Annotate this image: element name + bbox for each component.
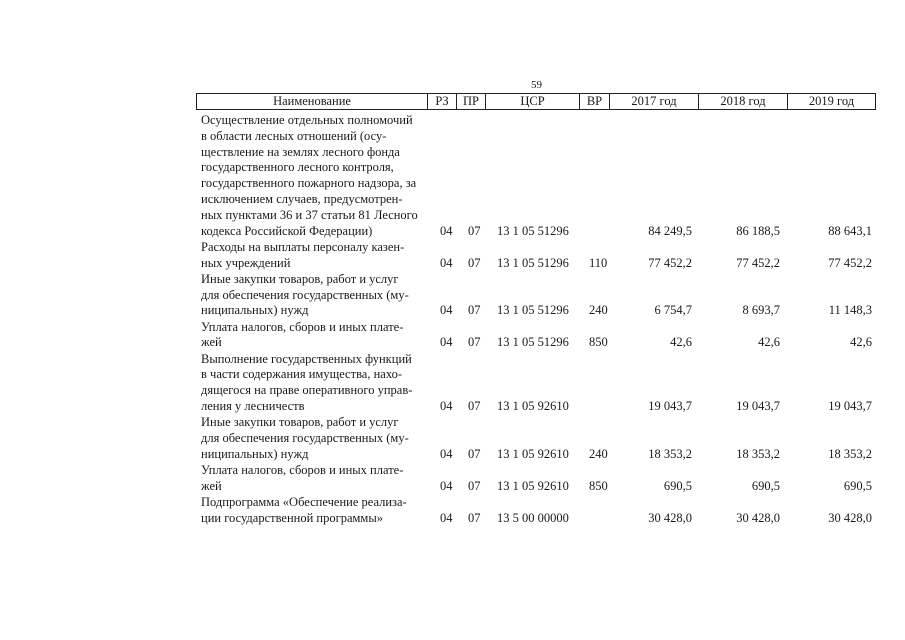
row-vr: 850 [589,335,608,350]
row-rz: 04 [440,223,453,238]
row-amount-2019: 18 353,2 [828,446,872,461]
table-row [0,240,905,272]
row-pr: 07 [468,510,481,525]
column-header-name: Наименование [273,94,351,108]
table-row [0,415,905,462]
row-name-line: государственного пожарного надзора, за [201,176,417,191]
row-rz: 04 [440,255,453,270]
column-header-2019: 2019 год [787,94,875,109]
row-name-line: исключением случаев, предусмотрен- [201,191,403,206]
row-name-line: Подпрограмма «Обеспечение реализа- [201,495,407,509]
row-name [201,240,431,272]
row-amount-2017: 18 353,2 [648,446,692,461]
page-number: 59 [531,79,542,91]
row-amount-2017: 30 428,0 [648,510,692,525]
table-header [196,93,876,110]
row-name [201,495,431,527]
row-amount-2017: 84 249,5 [648,223,692,238]
row-name [201,113,431,239]
row-name-line: ниципальных) нужд [201,446,309,461]
row-name-line: Осуществление отдельных полномочий [201,113,413,127]
row-name-line: Уплата налогов, сборов и иных плате- [201,463,404,477]
row-name-line: жей [201,478,222,493]
column-header-vr: ВР [579,94,609,109]
row-name [201,463,431,495]
row-amount-2019: 11 148,3 [828,303,872,318]
column-header-2018: 2018 год [698,94,787,109]
table-row [0,272,905,319]
row-rz: 04 [440,478,453,493]
row-name-line: в части содержания имущества, нахо- [201,367,403,382]
row-amount-2018: 18 353,2 [736,446,780,461]
row-name-line: Уплата налогов, сборов и иных плате- [201,319,404,334]
row-name-line: дящегося на праве оперативного управ- [201,383,413,398]
row-csr: 13 1 05 51296 [497,255,569,270]
row-name [201,415,431,462]
table-row [0,463,905,495]
table-row [0,495,905,527]
row-csr: 13 1 05 51296 [497,335,569,350]
row-name-line: жей [201,335,222,350]
row-name-line: ных учреждений [201,255,291,270]
row-name-line: ществление на землях лесного фонда [201,144,400,159]
row-amount-2019: 30 428,0 [828,510,872,525]
row-name-line: ных пунктами 36 и 37 статьи 81 Лесного [201,207,418,222]
row-amount-2017: 77 452,2 [648,255,692,270]
row-name-line: для обеспечения государственных (му- [201,287,409,302]
row-name-line: в области лесных отношений (осу- [201,128,387,143]
row-vr: 240 [589,303,608,318]
row-amount-2017: 42,6 [670,335,692,350]
row-amount-2017: 6 754,7 [654,303,692,318]
row-name-line: Иные закупки товаров, работ и услуг [201,415,399,430]
row-vr: 850 [589,478,608,493]
row-name-line: для обеспечения государственных (му- [201,430,409,445]
row-amount-2018: 86 188,5 [736,223,780,238]
row-name-line: Выполнение государственных функций [201,351,412,366]
row-pr: 07 [468,478,481,493]
row-name-line: ниципальных) нужд [201,303,309,318]
row-csr: 13 1 05 51296 [497,223,569,238]
row-pr: 07 [468,255,481,270]
row-name [201,352,431,415]
row-rz: 04 [440,398,453,413]
row-name [201,320,431,352]
row-name-line: ции государственной программы» [201,510,383,525]
row-rz: 04 [440,303,453,318]
row-rz: 04 [440,510,453,525]
row-amount-2018: 77 452,2 [736,255,780,270]
row-csr: 13 1 05 92610 [497,398,569,413]
row-pr: 07 [468,223,481,238]
row-name-line: кодекса Российской Федерации) [201,223,373,238]
row-amount-2019: 42,6 [850,335,872,350]
row-amount-2019: 690,5 [843,478,872,493]
row-pr: 07 [468,446,481,461]
column-header-csr: ЦСР [485,94,579,109]
row-name-line: ления у лесничеств [201,398,305,413]
row-rz: 04 [440,335,453,350]
row-amount-2017: 690,5 [663,478,692,493]
table-row [0,113,905,239]
row-csr: 13 1 05 92610 [497,478,569,493]
row-pr: 07 [468,335,481,350]
column-header-rz: РЗ [427,94,456,109]
row-amount-2018: 30 428,0 [736,510,780,525]
table-row [0,352,905,415]
row-vr: 110 [589,255,608,270]
row-amount-2018: 42,6 [758,335,780,350]
row-name-line: Иные закупки товаров, работ и услуг [201,271,399,286]
row-amount-2019: 77 452,2 [828,255,872,270]
column-header-pr: ПР [456,94,485,109]
column-header-2017: 2017 год [609,94,698,109]
row-csr: 13 1 05 92610 [497,446,569,461]
row-pr: 07 [468,398,481,413]
row-csr: 13 5 00 00000 [497,510,569,525]
row-amount-2018: 19 043,7 [736,398,780,413]
row-name [201,272,431,319]
row-rz: 04 [440,446,453,461]
table-row [0,320,905,352]
row-amount-2019: 19 043,7 [828,398,872,413]
row-amount-2018: 8 693,7 [742,303,780,318]
row-amount-2018: 690,5 [751,478,780,493]
row-name-line: государственного лесного контроля, [201,160,394,175]
row-name-line: Расходы на выплаты персоналу казен- [201,239,405,254]
row-amount-2017: 19 043,7 [648,398,692,413]
row-csr: 13 1 05 51296 [497,303,569,318]
row-vr: 240 [589,446,608,461]
row-amount-2019: 88 643,1 [828,223,872,238]
row-pr: 07 [468,303,481,318]
